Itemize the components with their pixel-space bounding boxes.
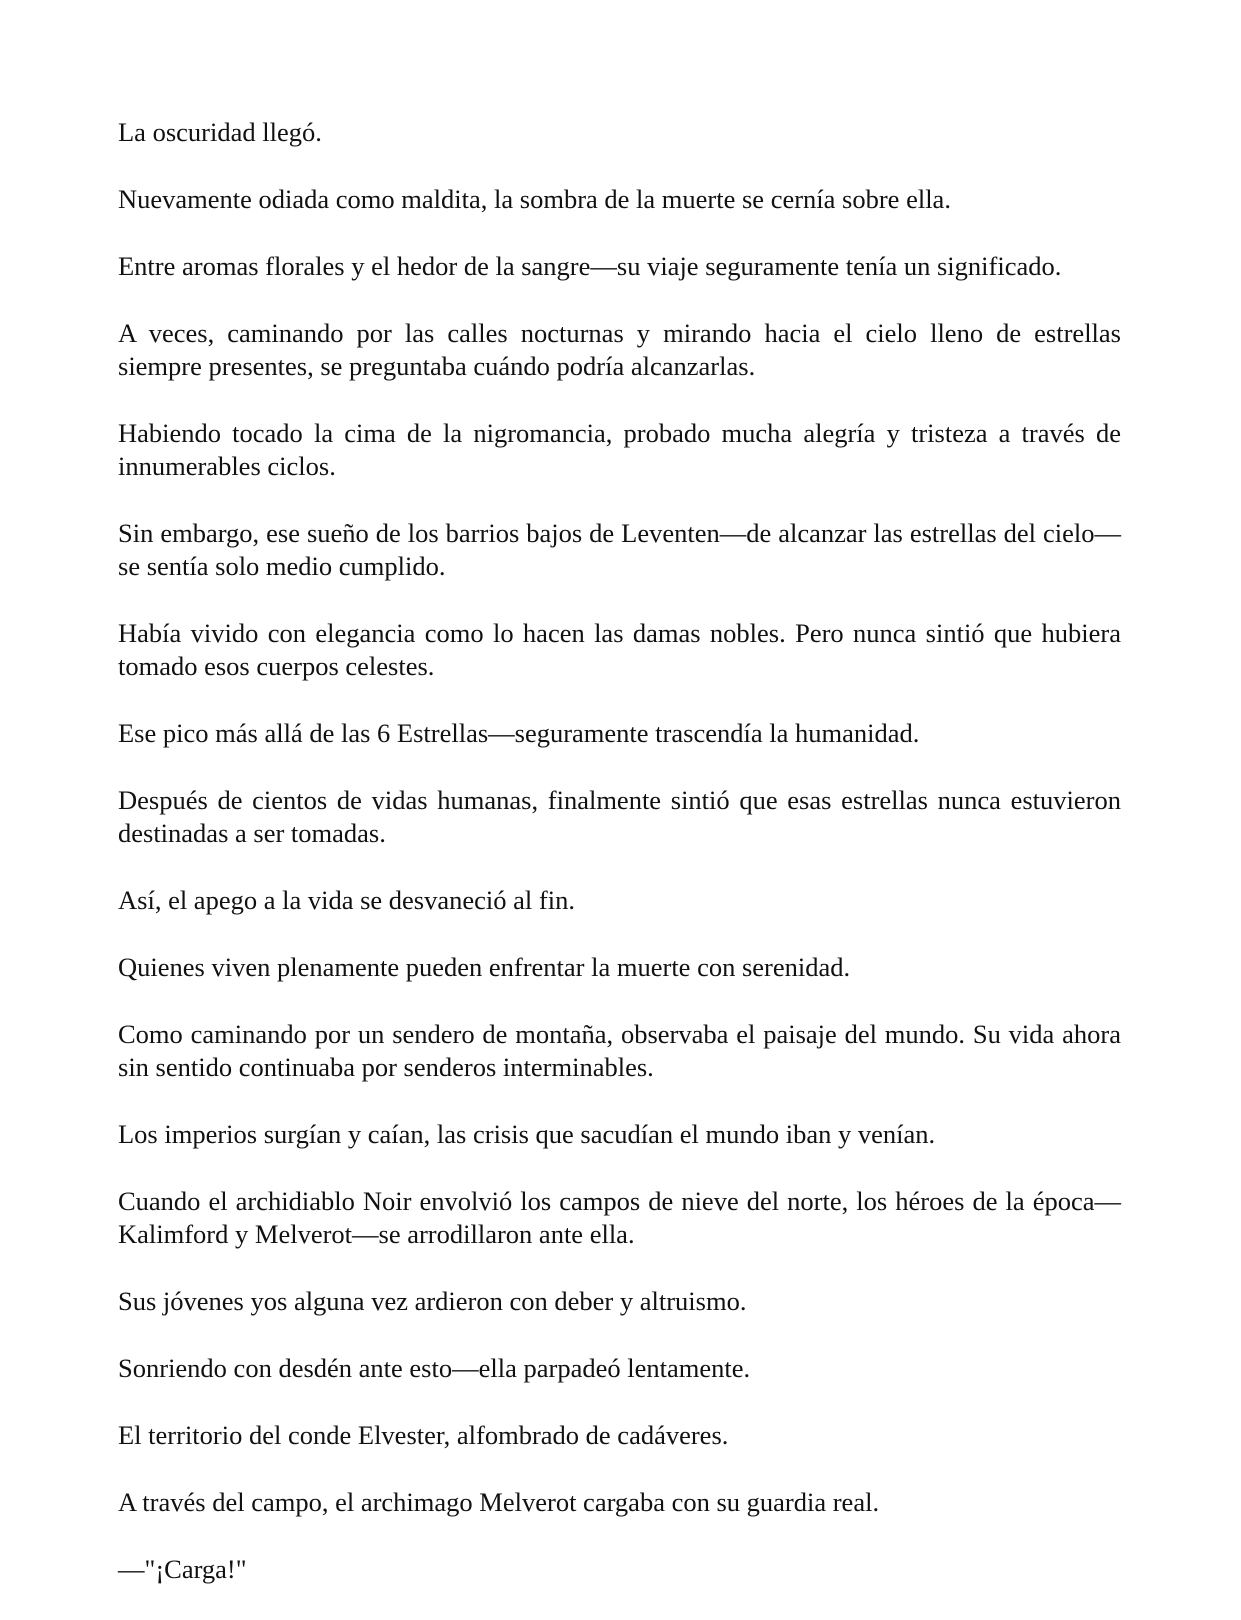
paragraph-12: Como caminando por un sendero de montaña, observaba el paisaje del mundo. Su vida ahora sin sentido continuaba por senderos interminables. (118, 1019, 1121, 1082)
paragraph-10: Así, el apego a la vida se desvaneció al fin. (118, 885, 575, 915)
text-column (118, 116, 1121, 1620)
paragraph-2: Nuevamente odiada como maldita, la sombra de la muerte se cernía sobre ella. (118, 184, 951, 214)
paragraph-9: Después de cientos de vidas humanas, finalmente sintió que esas estrellas nunca estuvieron destinadas a ser tomadas. (118, 785, 1121, 848)
paragraph-19: —"¡Carga!" (118, 1554, 247, 1584)
paragraph-15: Sus jóvenes yos alguna vez ardieron con deber y altruismo. (118, 1286, 747, 1316)
paragraph-3: Entre aromas florales y el hedor de la sangre—su viaje seguramente tenía un significado. (118, 251, 1062, 281)
paragraph-14: Cuando el archidiablo Noir envolvió los campos de nieve del norte, los héroes de la época—Kalimford y Melverot—se arrodillaron ante ella. (118, 1186, 1121, 1249)
paragraph-8: Ese pico más allá de las 6 Estrellas—seguramente trascendía la humanidad. (118, 718, 920, 748)
paragraph-7: Había vivido con elegancia como lo hacen las damas nobles. Pero nunca sintió que hubiera tomado esos cuerpos celestes. (118, 618, 1121, 681)
paragraph-4: A veces, caminando por las calles nocturnas y mirando hacia el cielo lleno de estrellas siempre presentes, se preguntaba cuándo podría alcanzarlas. (118, 318, 1121, 381)
paragraph-13: Los imperios surgían y caían, las crisis que sacudían el mundo iban y venían. (118, 1119, 936, 1149)
paragraph-11: Quienes viven plenamente pueden enfrentar la muerte con serenidad. (118, 952, 851, 982)
paragraph-6: Sin embargo, ese sueño de los barrios bajos de Leventen—de alcanzar las estrellas del cielo—se sentía solo medio cumplido. (118, 518, 1121, 581)
paragraph-18: A través del campo, el archimago Melverot cargaba con su guardia real. (118, 1487, 880, 1517)
paragraph-16: Sonriendo con desdén ante esto—ella parpadeó lentamente. (118, 1353, 751, 1383)
paragraph-5: Habiendo tocado la cima de la nigromancia, probado mucha alegría y tristeza a través de innumerables ciclos. (118, 418, 1121, 481)
paragraph-17: El territorio del conde Elvester, alfombrado de cadáveres. (118, 1420, 729, 1450)
paragraph-1: La oscuridad llegó. (118, 117, 322, 147)
